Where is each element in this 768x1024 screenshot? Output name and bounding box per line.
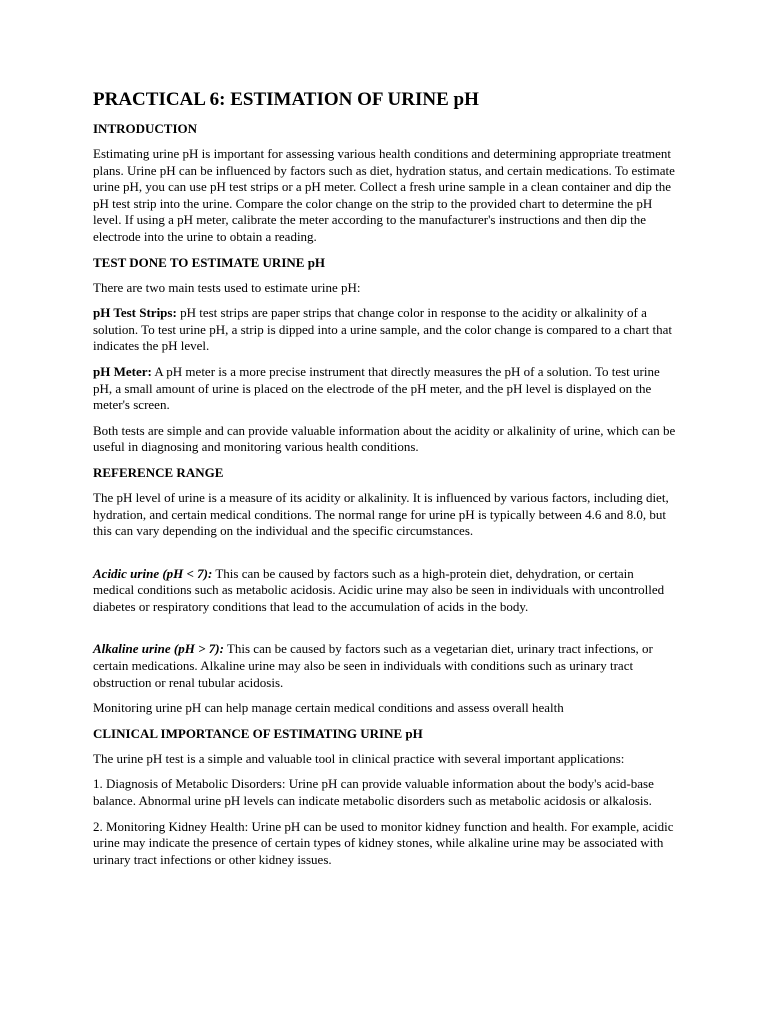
alkaline-urine-text: This can be caused by factors such as a vegetarian diet, urinary tract infections, or certain medications. Alkaline urine may also be seen in individuals with conditions such as urinary tract obstruction or renal tubular acidosis. bbox=[93, 641, 653, 690]
tests-intro-paragraph: There are two main tests used to estimate urine pH: bbox=[93, 279, 361, 295]
document-page bbox=[93, 88, 677, 877]
acidic-urine-text: This can be caused by factors such as a high-protein diet, dehydration, or certain medical conditions such as metabolic acidosis. Acidic urine may also be seen in individuals with uncontrolled diabetes or respiratory conditions that lead to the accumulation of acids in the body. bbox=[93, 565, 665, 614]
clinical-intro-paragraph: The urine pH test is a simple and valuable tool in clinical practice with several important applications: bbox=[93, 750, 625, 766]
ph-test-strips-label: pH Test Strips: bbox=[93, 305, 177, 321]
clinical-importance-heading: CLINICAL IMPORTANCE OF ESTIMATING URINE pH bbox=[93, 725, 423, 741]
tests-summary-paragraph: Both tests are simple and can provide valuable information about the acidity or alkalinity of urine, which can be useful in diagnosing and monitoring various health conditions. bbox=[93, 422, 676, 455]
ph-test-strips-text: pH test strips are paper strips that change color in response to the acidity or alkalinity of a solution. To test urine pH, a strip is dipped into a urine sample, and the color change is compared to a chart that indicates the pH level. bbox=[93, 305, 673, 354]
alkaline-urine-paragraph bbox=[93, 641, 677, 691]
ph-meter-label: pH Meter: bbox=[93, 363, 152, 379]
ph-meter-text: A pH meter is a more precise instrument that directly measures the pH of a solution. To test urine pH, a small amount of urine is placed on the electrode of the pH meter, and the pH level is displayed on the meter's screen. bbox=[93, 363, 660, 413]
acidic-urine-label: Acidic urine (pH < 7): bbox=[93, 565, 213, 581]
acidic-urine-paragraph bbox=[93, 566, 677, 616]
ph-test-strips-paragraph bbox=[93, 305, 677, 355]
ph-meter-paragraph bbox=[93, 364, 677, 414]
document-title: PRACTICAL 6: ESTIMATION OF URINE pH bbox=[93, 89, 479, 110]
tests-heading: TEST DONE TO ESTIMATE URINE pH bbox=[93, 254, 326, 270]
introduction-paragraph: Estimating urine pH is important for assessing various health conditions and determining appropriate treatment plans. Urine pH can be influenced by factors such as diet, hydration status, and certain medications. To estimate urine pH, you can use pH test strips or a pH meter. Collect a fresh urine sample in a clean container and dip the pH test strip into the urine. Compare the color change on the strip to the provided chart to determine the pH level. If using a pH meter, calibrate the meter according to the manufacturer's instructions and then dip the electrode into the urine to obtain a reading. bbox=[93, 146, 675, 244]
clinical-point-metabolic: 1. Diagnosis of Metabolic Disorders: Urine pH can provide valuable information about the body's acid-base balance. Abnormal urine pH levels can indicate metabolic disorders such as metabolic acidosis or alkalosis. bbox=[93, 776, 654, 809]
reference-range-paragraph: The pH level of urine is a measure of its acidity or alkalinity. It is influenced by various factors, including diet, hydration, and certain medical conditions. The normal range for urine pH is typically between 4.6 and 8.0, but this can vary depending on the individual and the specific circumstances. bbox=[93, 489, 669, 539]
introduction-heading: INTRODUCTION bbox=[93, 121, 198, 136]
alkaline-urine-label: Alkaline urine (pH > 7): bbox=[93, 641, 224, 657]
clinical-point-kidney: 2. Monitoring Kidney Health: Urine pH can be used to monitor kidney function and health. For example, acidic urine may indicate the presence of certain types of kidney stones, while alkaline urine may be associated with urinary tract infections or other kidney issues. bbox=[93, 818, 674, 867]
monitoring-paragraph: Monitoring urine pH can help manage certain medical conditions and assess overall health bbox=[93, 700, 564, 716]
reference-range-heading: REFERENCE RANGE bbox=[93, 464, 224, 480]
